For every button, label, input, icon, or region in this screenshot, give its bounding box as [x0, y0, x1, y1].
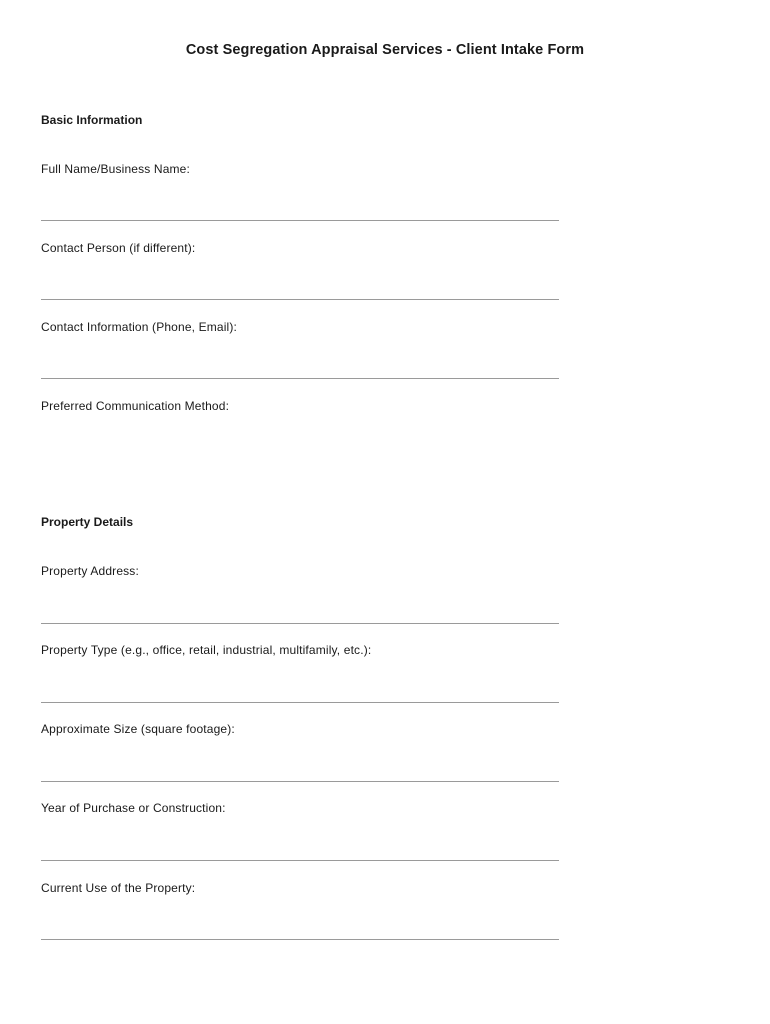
- label-year-of-purchase: Year of Purchase or Construction:: [41, 801, 226, 815]
- blank-line-contact-person[interactable]: [41, 299, 559, 300]
- label-contact-information: Contact Information (Phone, Email):: [41, 320, 238, 334]
- label-property-address: Property Address:: [41, 564, 139, 578]
- page-title: Cost Segregation Appraisal Services - Client Intake Form: [185, 42, 585, 58]
- label-full-name: Full Name/Business Name:: [41, 162, 190, 176]
- blank-line-year-of-purchase[interactable]: [41, 860, 559, 861]
- blank-line-current-use[interactable]: [41, 939, 559, 940]
- blank-line-approximate-size[interactable]: [41, 781, 559, 782]
- label-current-use: Current Use of the Property:: [41, 881, 196, 895]
- blank-line-full-name[interactable]: [41, 220, 559, 221]
- blank-line-contact-information[interactable]: [41, 378, 559, 379]
- blank-line-property-address[interactable]: [41, 623, 559, 624]
- section-heading-property-details: Property Details: [41, 515, 134, 529]
- label-contact-person: Contact Person (if different):: [41, 241, 196, 255]
- blank-line-property-type[interactable]: [41, 702, 559, 703]
- label-preferred-communication: Preferred Communication Method:: [41, 399, 230, 413]
- label-property-type: Property Type (e.g., office, retail, industrial, multifamily, etc.):: [41, 643, 372, 657]
- section-heading-basic-information: Basic Information: [41, 113, 143, 127]
- label-approximate-size: Approximate Size (square footage):: [41, 722, 235, 736]
